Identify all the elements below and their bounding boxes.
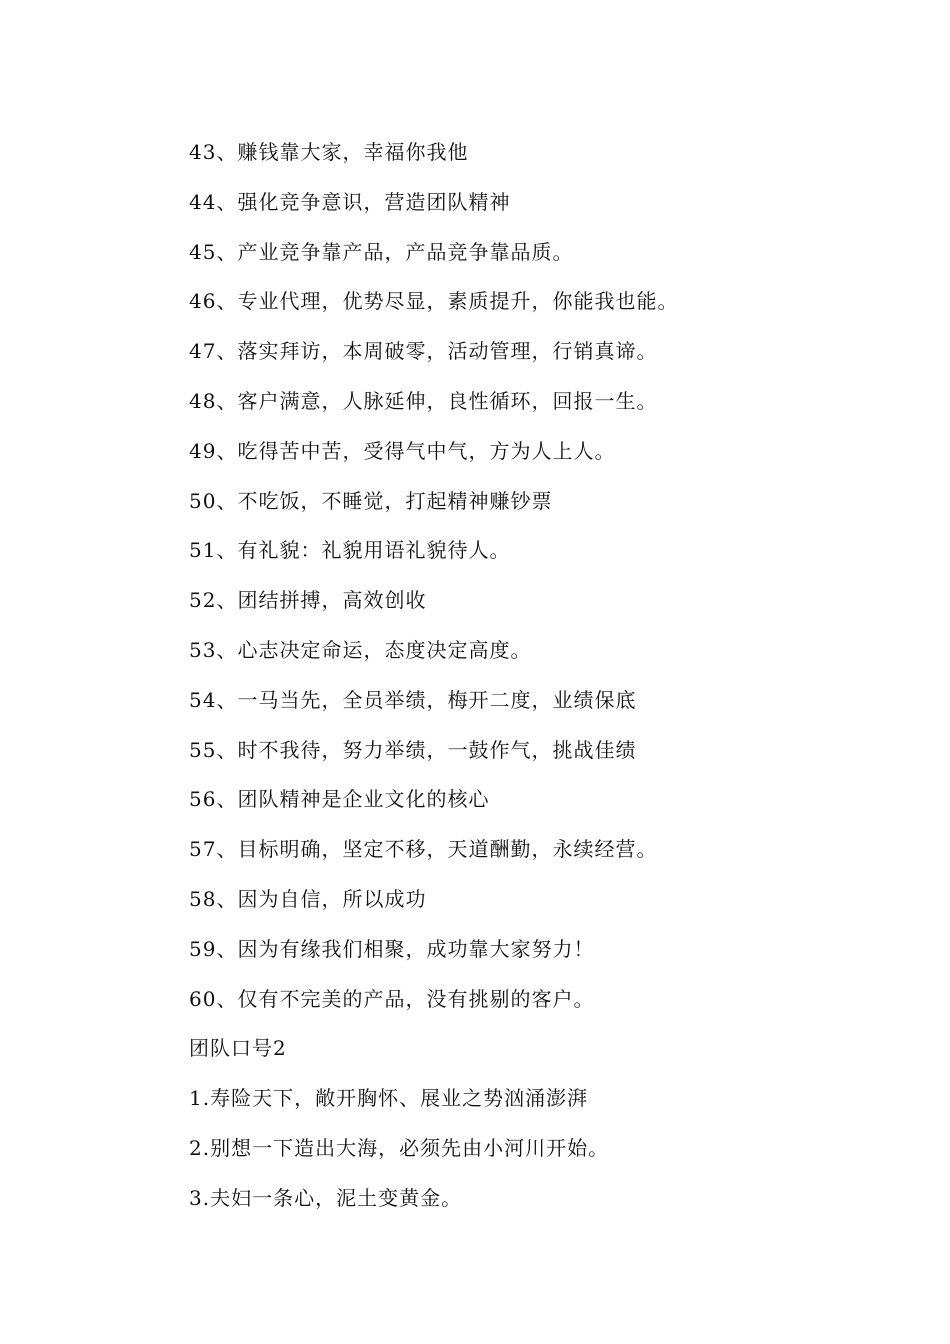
slogan-line: 3.夫妇一条心，泥土变黄金。 xyxy=(189,1185,463,1210)
slogan-line: 59、因为有缘我们相聚，成功靠大家努力！ xyxy=(189,936,595,961)
section-heading: 团队口号2 xyxy=(189,1036,287,1061)
slogan-line: 2.别想一下造出大海，必须先由小河川开始。 xyxy=(189,1135,610,1160)
slogan-line: 47、落实拜访，本周破零，活动管理，行销真谛。 xyxy=(189,339,658,364)
slogan-line: 43、赚钱靠大家，幸福你我他 xyxy=(189,140,469,164)
slogan-line: 45、产业竞争靠产品，产品竞争靠品质。 xyxy=(189,239,574,264)
slogan-line: 52、团结拼搏，高效创收 xyxy=(189,588,427,613)
slogan-line: 1.寿险天下，敞开胸怀、展业之势汹涌澎湃 xyxy=(189,1086,589,1111)
slogan-line: 49、吃得苦中苦，受得气中气，方为人上人。 xyxy=(189,438,616,463)
slogan-line: 48、客户满意，人脉延伸，良性循环，回报一生。 xyxy=(189,388,658,413)
slogan-line: 57、目标明确，坚定不移，天道酬勤，永续经营。 xyxy=(189,837,658,862)
slogan-line: 51、有礼貌：礼貌用语礼貌待人。 xyxy=(189,538,511,563)
slogan-line: 60、仅有不完美的产品，没有挑剔的客户。 xyxy=(189,986,595,1011)
slogan-line: 46、专业代理，优势尽显，素质提升，你能我也能。 xyxy=(189,289,679,314)
document-body xyxy=(189,128,889,1224)
slogan-line: 54、一马当先，全员举绩，梅开二度，业绩保底 xyxy=(189,687,637,712)
slogan-line: 58、因为自信，所以成功 xyxy=(189,886,427,911)
slogan-line: 55、时不我待，努力举绩，一鼓作气，挑战佳绩 xyxy=(189,737,637,762)
slogan-line: 44、强化竞争意识，营造团队精神 xyxy=(189,189,511,214)
slogan-line: 53、心志决定命运，态度决定高度。 xyxy=(189,637,532,662)
slogan-line: 50、不吃饭，不睡觉，打起精神赚钞票 xyxy=(189,488,553,513)
slogan-line: 56、团队精神是企业文化的核心 xyxy=(189,787,490,812)
